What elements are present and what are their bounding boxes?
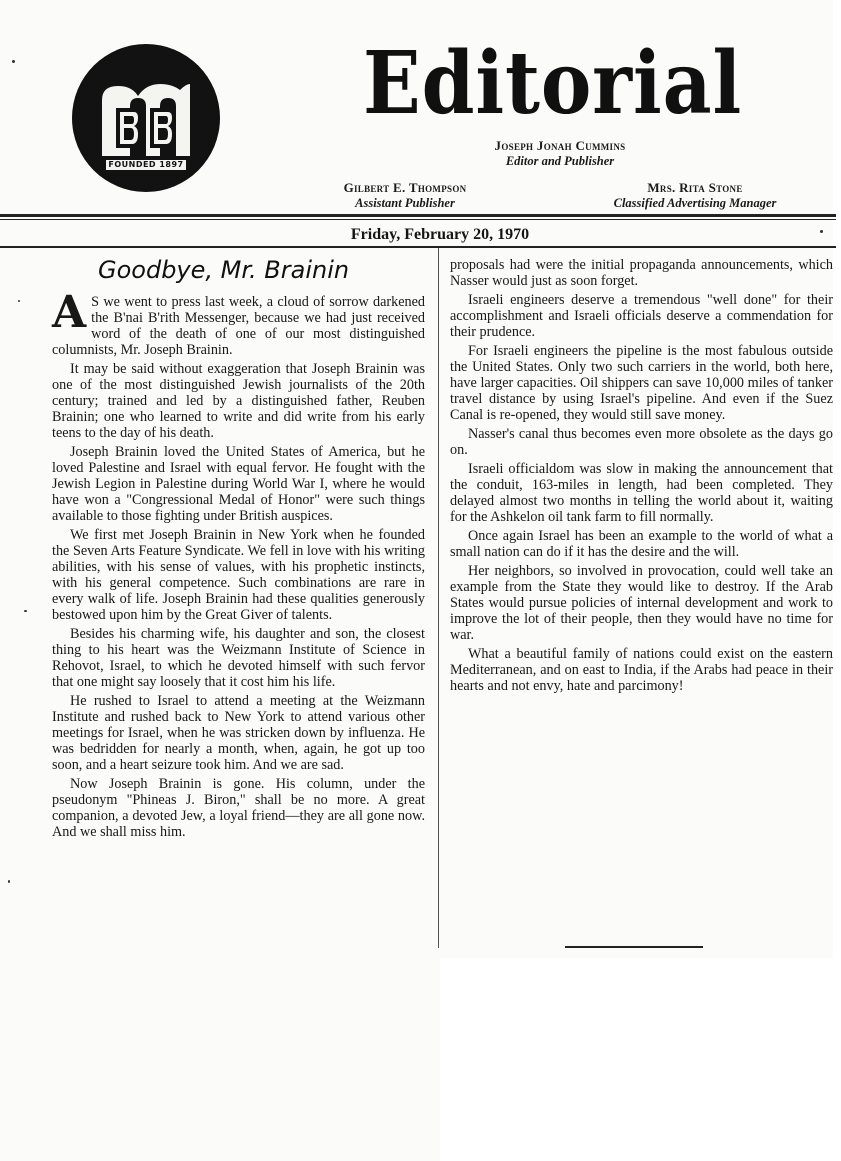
- article-paragraph: Besides his charming wife, his daughter and son, the closest thing to his heart was the Weizmann Institute of Science in Rehovot, Israel, to which he devoted himself with such fervor that one might say loosely that it cost him his life.: [52, 626, 425, 690]
- drop-cap: A: [52, 287, 87, 338]
- article-paragraph: Now Joseph Brainin is gone. His column, under the pseudonym "Phineas J. Biron," shall be no more. A great companion, a devoted Jew, a loyal friend—they are all gone now. And we shall miss him.: [52, 776, 425, 840]
- editor-title: Editor and Publisher: [505, 154, 615, 168]
- article-paragraph: He rushed to Israel to attend a meeting at the Weizmann Institute and rushed back to New York to attend various other meetings for Israel, when he was stricken down by influenza. He was bedridden for nearly a month, when, again, he got up too soon, and a heart seizure took him. And we are sad.: [52, 693, 425, 773]
- blank-margin: [440, 958, 841, 1161]
- article-headline: Goodbye, Mr. Brainin: [98, 256, 350, 284]
- editor-credit: [430, 138, 690, 169]
- blank-edge: [833, 0, 841, 958]
- article-paragraph: Israeli engineers deserve a tremendous "well done" for their accomplishment and Israeli officials deserve a commendation for their prudence.: [450, 292, 833, 340]
- article-paragraph: proposals had were the initial propaganda announcements, which Nasser would just as soon forget.: [450, 257, 833, 289]
- print-speck: [820, 230, 823, 233]
- article-left-column: [52, 287, 425, 843]
- editor-name: Joseph Jonah Cummins: [494, 138, 626, 153]
- print-speck: [24, 610, 27, 612]
- masthead-rule-top: [0, 214, 836, 217]
- print-speck: [12, 60, 15, 63]
- date-rule: [0, 246, 836, 248]
- article-right-column: [450, 257, 833, 697]
- article-paragraph: Once again Israel has been an example to the world of what a small nation can do if it has the desire and the will.: [450, 528, 833, 560]
- assistant-name: Gilbert E. Thompson: [343, 180, 467, 195]
- column-divider: [438, 248, 439, 948]
- article-paragraph: We first met Joseph Brainin in New York when he founded the Seven Arts Feature Syndicate. We fell in love with his writing abilities, with his sense of values, with his prophetic instincts, with his general competence. Such combinations are rare in every walk of life. Joseph Brainin had these qualities generously bestowed upon him by the Great Giver of talents.: [52, 527, 425, 623]
- logo-founded-text: FOUNDED 1897: [108, 160, 184, 169]
- classified-name: Mrs. Rita Stone: [647, 180, 743, 195]
- article-end-rule: [565, 946, 703, 948]
- print-speck: [8, 880, 10, 883]
- article-paragraph: What a beautiful family of nations could exist on the eastern Mediterranean, and on east to India, if the Arabs had peace in their hearts and not envy, hate and parcimony!: [450, 646, 833, 694]
- print-speck: [18, 300, 20, 302]
- assistant-credit: [300, 180, 510, 211]
- classified-credit: [570, 180, 820, 211]
- article-paragraph: It may be said without exaggeration that Joseph Brainin was one of the most distinguished Jewish journalists of the 20th century; trained and led by a distinguished father, Reuben Brainin; one who learned to write and did write from his early teens to the day of his death.: [52, 361, 425, 441]
- assistant-title: Assistant Publisher: [355, 196, 455, 210]
- article-paragraph: Nasser's canal thus becomes even more obsolete as the days go on.: [450, 426, 833, 458]
- article-paragraph: Her neighbors, so involved in provocation, could well take an example from the State they would like to destroy. If the Arab States would pursue policies of internal development and work to improve the lot of their people, then they would have no time for war.: [450, 563, 833, 643]
- article-paragraph: Joseph Brainin loved the United States of America, but he loved Palestine and Israel with equal fervor. He fought with the Jewish Legion in Palestine during World War I, where he would have won a "Congressional Medal of Honor" were such things available to those fighting under British auspices.: [52, 444, 425, 524]
- classified-title: Classified Advertising Manager: [613, 196, 777, 210]
- masthead-rule-thin: [0, 219, 836, 220]
- article-paragraph: [52, 287, 425, 358]
- masthead-title: Editorial: [363, 33, 743, 134]
- article-paragraph: For Israeli engineers the pipeline is the most fabulous outside the United States. Only two such carriers in the world, both here, have larger capacities. Oil shippers can save 10,000 miles of tanker travel distance by using Israel's pipeline. And even if the Suez Canal is re-opened, they would still save money.: [450, 343, 833, 423]
- issue-date: Friday, February 20, 1970: [350, 226, 530, 243]
- paragraph-text: S we went to press last week, a cloud of sorrow darkened the B'nai B'rith Messenger, because we had just received word of the death of one of our most distinguished columnists, Mr. Joseph Brainin.: [52, 294, 425, 358]
- article-paragraph: Israeli officialdom was slow in making the announcement that the conduit, 163-miles in length, had been completed. They delayed almost two months in telling the world about it, waiting for the Ashkelon oil tank farm to fill normally.: [450, 461, 833, 525]
- bnai-brith-logo: [72, 44, 220, 192]
